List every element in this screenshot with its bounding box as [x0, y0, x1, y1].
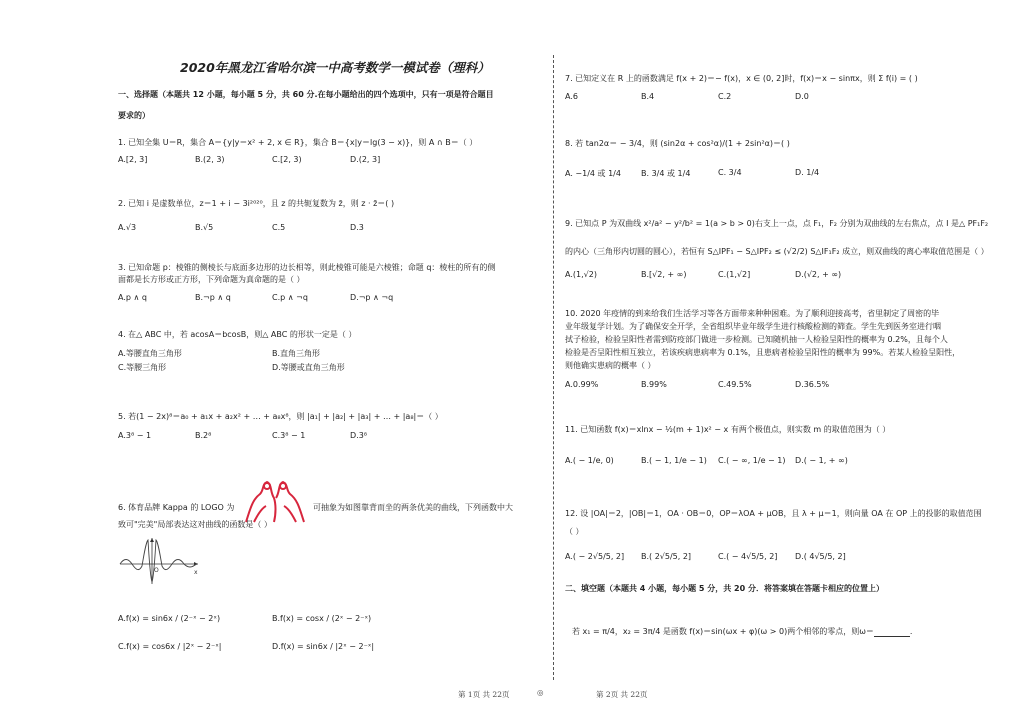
q9-option-c: C.(1,√2] — [718, 270, 751, 279]
q6-function-graph — [118, 536, 202, 586]
q1-option-b: B.(2, 3) — [195, 155, 225, 164]
q2-option-d: D.3 — [350, 223, 364, 232]
q9-option-b: B.[√2, + ∞) — [641, 270, 687, 279]
q6-option-c: C.f(x) = cos6x / |2ˣ − 2⁻ˣ| — [118, 642, 222, 651]
q10-option-a: A.0.99% — [565, 380, 599, 389]
q7-option-a: A.6 — [565, 92, 578, 101]
q8-option-d: D. 1/4 — [795, 168, 820, 177]
q12-option-c: C.( − 4√5/5, 2] — [718, 552, 778, 561]
answer-blank — [874, 628, 910, 637]
q8-option-a: A. −1/4 或 1/4 — [565, 169, 621, 178]
q5-option-a: A.3⁸ − 1 — [118, 431, 152, 440]
q9-stem-line1: 9. 已知点 P 为双曲线 x²/a² − y²/b² = 1(a > b > 0)右支上一点，点 F₁，F₂ 分别为双曲线的左右焦点，点 I 是△ PF₁F₂ — [565, 219, 989, 228]
q9-option-a: A.(1,√2) — [565, 270, 597, 279]
column-divider — [553, 55, 554, 680]
q2-option-a: A.√3 — [118, 223, 137, 232]
q12-option-d: D.( 4√5/5, 2] — [795, 552, 846, 561]
q3-stem-line1: 3. 已知命题 p：棱锥的侧棱长与底面多边形的边长相等，则此棱锥可能是六棱锥；命题 q：棱柱的所有的侧 — [118, 263, 496, 272]
section1-heading-line2: 要求的） — [118, 111, 150, 120]
q1-option-a: A.[2, 3] — [118, 155, 148, 164]
q1-stem: 1. 已知全集 U＝R，集合 A＝{y|y＝x² + 2, x ∈ R}，集合 B＝{x|y＝lg(3 − x)}，则 A ∩ B＝（ ） — [118, 138, 478, 147]
q3-option-c: C.p ∧ ¬q — [272, 293, 308, 302]
footer-page-right: 第 2页 共 22页 — [596, 690, 648, 699]
q2-option-c: C.5 — [272, 223, 286, 232]
q10-stem-line2: 业年级复学计划。为了确保安全开学，全省组织毕业年级学生进行核酸检测的筛查。学生先到医务室进行咽 — [565, 322, 941, 331]
q11-stem: 11. 已知函数 f(x)＝xlnx − ½(m + 1)x² − x 有两个极值点，则实数 m 的取值范围为（ ） — [565, 425, 891, 434]
q2-stem: 2. 已知 i 是虚数单位，z＝1 + i − 3i²⁰²⁰，且 z 的共轭复数为 z̄，则 z · z̄＝( ) — [118, 199, 395, 208]
q5-option-c: C.3⁸ − 1 — [272, 431, 306, 440]
q1-option-d: D.(2, 3] — [350, 155, 381, 164]
q10-stem-line4: 检验是否呈阳性相互独立，若该疾病患病率为 0.1%，且患病者检验呈阳性的概率为 99%。若某人检验呈阳性， — [565, 348, 961, 357]
q6-option-d: D.f(x) = sin6x / |2ˣ − 2⁻ˣ| — [272, 642, 375, 651]
page-title: 2020年黑龙江省哈尔滨一中高考数学一模试卷（理科） — [180, 60, 490, 75]
q12-option-b: B.( 2√5/5, 2] — [641, 552, 692, 561]
graph-x-label: x — [194, 569, 198, 576]
q9-stem-line2: 的内心（三角形内切圆的圆心），若恒有 S△IPF₁ − S△IPF₂ ≤ (√2/2) S△IF₁F₂ 成立，则双曲线的离心率取值范围是（ ） — [565, 247, 989, 256]
q13-text: 若 x₁ = π/4，x₂ = 3π/4 是函数 f(x)＝sin(ωx + φ)(ω > 0)两个相邻的零点，则ω＝ — [572, 627, 874, 636]
footer-page-left: 第 1页 共 22页 — [458, 690, 510, 699]
q7-stem: 7. 已知定义在 R 上的函数满足 f(x + 2)＝− f(x)，x ∈ (0, 2]时，f(x)＝x − sinπx，则 Σ f(i) = ( ) — [565, 74, 918, 83]
q12-option-a: A.( − 2√5/5, 2] — [565, 552, 625, 561]
graph-origin-label: O — [154, 567, 159, 574]
q6-stem-left: 6. 体育品牌 Kappa 的 LOGO 为 — [118, 503, 235, 512]
q3-option-b: B.¬p ∧ q — [195, 293, 231, 302]
q6-option-b: B.f(x) = cosx / (2ˣ − 2⁻ˣ) — [272, 614, 372, 623]
q10-option-b: B.99% — [641, 380, 667, 389]
q5-stem: 5. 若(1 − 2x)⁸＝a₀ + a₁x + a₂x² + … + a₈x⁸，则 |a₁| + |a₂| + |a₃| + … + |a₈|＝（ ） — [118, 412, 443, 421]
q7-option-c: C.2 — [718, 92, 732, 101]
q10-stem-line1: 10. 2020 年疫情的到来给我们生活学习等各方面带来种种困难。为了顺利迎接高考，省里制定了周密的毕 — [565, 309, 940, 318]
q6-stem-right: 可抽象为如图靠背而坐的两条优美的曲线，下列函数中大 — [313, 503, 513, 512]
q4-option-d: D.等腰或直角三角形 — [272, 363, 345, 372]
section1-heading-line1: 一、选择题（本题共 12 小题，每小题 5 分，共 60 分.在每小题给出的四个选项中，只有一项是符合题目 — [118, 90, 494, 99]
q6-stem-line2: 致可"完美"局部表达这对曲线的函数是（ ） — [118, 520, 272, 529]
q11-option-a: A.( − 1/e, 0) — [565, 456, 614, 465]
q9-option-d: D.(√2, + ∞) — [795, 270, 842, 279]
q10-option-d: D.36.5% — [795, 380, 830, 389]
q7-option-d: D.0 — [795, 92, 809, 101]
q10-stem-line5: 则他确实患病的概率（ ） — [565, 361, 656, 370]
q4-option-c: C.等腰三角形 — [118, 363, 167, 372]
q5-option-b: B.2⁸ — [195, 431, 212, 440]
q11-option-b: B.( − 1, 1/e − 1) — [641, 456, 707, 465]
q12-stem-line2: （ ） — [565, 527, 584, 536]
q8-stem: 8. 若 tan2α＝ − 3/4，则 (sin2α + cos²α)/(1 + 2sin²α)＝( ) — [565, 139, 790, 148]
q4-stem: 4. 在△ ABC 中，若 acosA＝bcosB，则△ ABC 的形状一定是（ ） — [118, 330, 357, 339]
q10-option-c: C.49.5% — [718, 380, 752, 389]
q1-option-c: C.[2, 3) — [272, 155, 302, 164]
q11-option-d: D.( − 1, + ∞) — [795, 456, 848, 465]
footer-center-mark: ◎ — [537, 688, 544, 697]
q11-option-c: C.( − ∞, 1/e − 1) — [718, 456, 786, 465]
q3-option-d: D.¬p ∧ ¬q — [350, 293, 394, 302]
q3-option-a: A.p ∧ q — [118, 293, 147, 302]
q12-stem-line1: 12. 设 |OA|＝2，|OB|＝1，OA · OB＝0，OP＝λOA + μOB，且 λ + μ＝1，则向量 OA 在 OP 上的投影的取值范围 — [565, 509, 982, 518]
q3-stem-line2: 面都是长方形或正方形，下列命题为真命题的是（ ） — [118, 275, 305, 284]
q4-option-a: A.等腰直角三角形 — [118, 349, 182, 358]
q10-stem-line3: 拭子检验，检验呈阳性者需到防疫部门做进一步检测。已知随机抽一人检验呈阳性的概率为 0.2%，且每个人 — [565, 335, 948, 344]
q4-option-b: B.直角三角形 — [272, 349, 321, 358]
q13-stem: 若 x₁ = π/4，x₂ = 3π/4 是函数 f(x)＝sin(ωx + φ)(ω > 0)两个相邻的零点，则ω＝ . — [572, 627, 913, 636]
section2-heading: 二、填空题（本题共 4 小题，每小题 5 分，共 20 分．将答案填在答题卡相应的位置上） — [565, 584, 884, 593]
q6-option-a: A.f(x) = sin6x / (2⁻ˣ − 2ˣ) — [118, 614, 221, 623]
q8-option-b: B. 3/4 或 1/4 — [641, 169, 691, 178]
q7-option-b: B.4 — [641, 92, 655, 101]
q2-option-b: B.√5 — [195, 223, 214, 232]
q5-option-d: D.3⁸ — [350, 431, 367, 440]
q8-option-c: C. 3/4 — [718, 168, 742, 177]
